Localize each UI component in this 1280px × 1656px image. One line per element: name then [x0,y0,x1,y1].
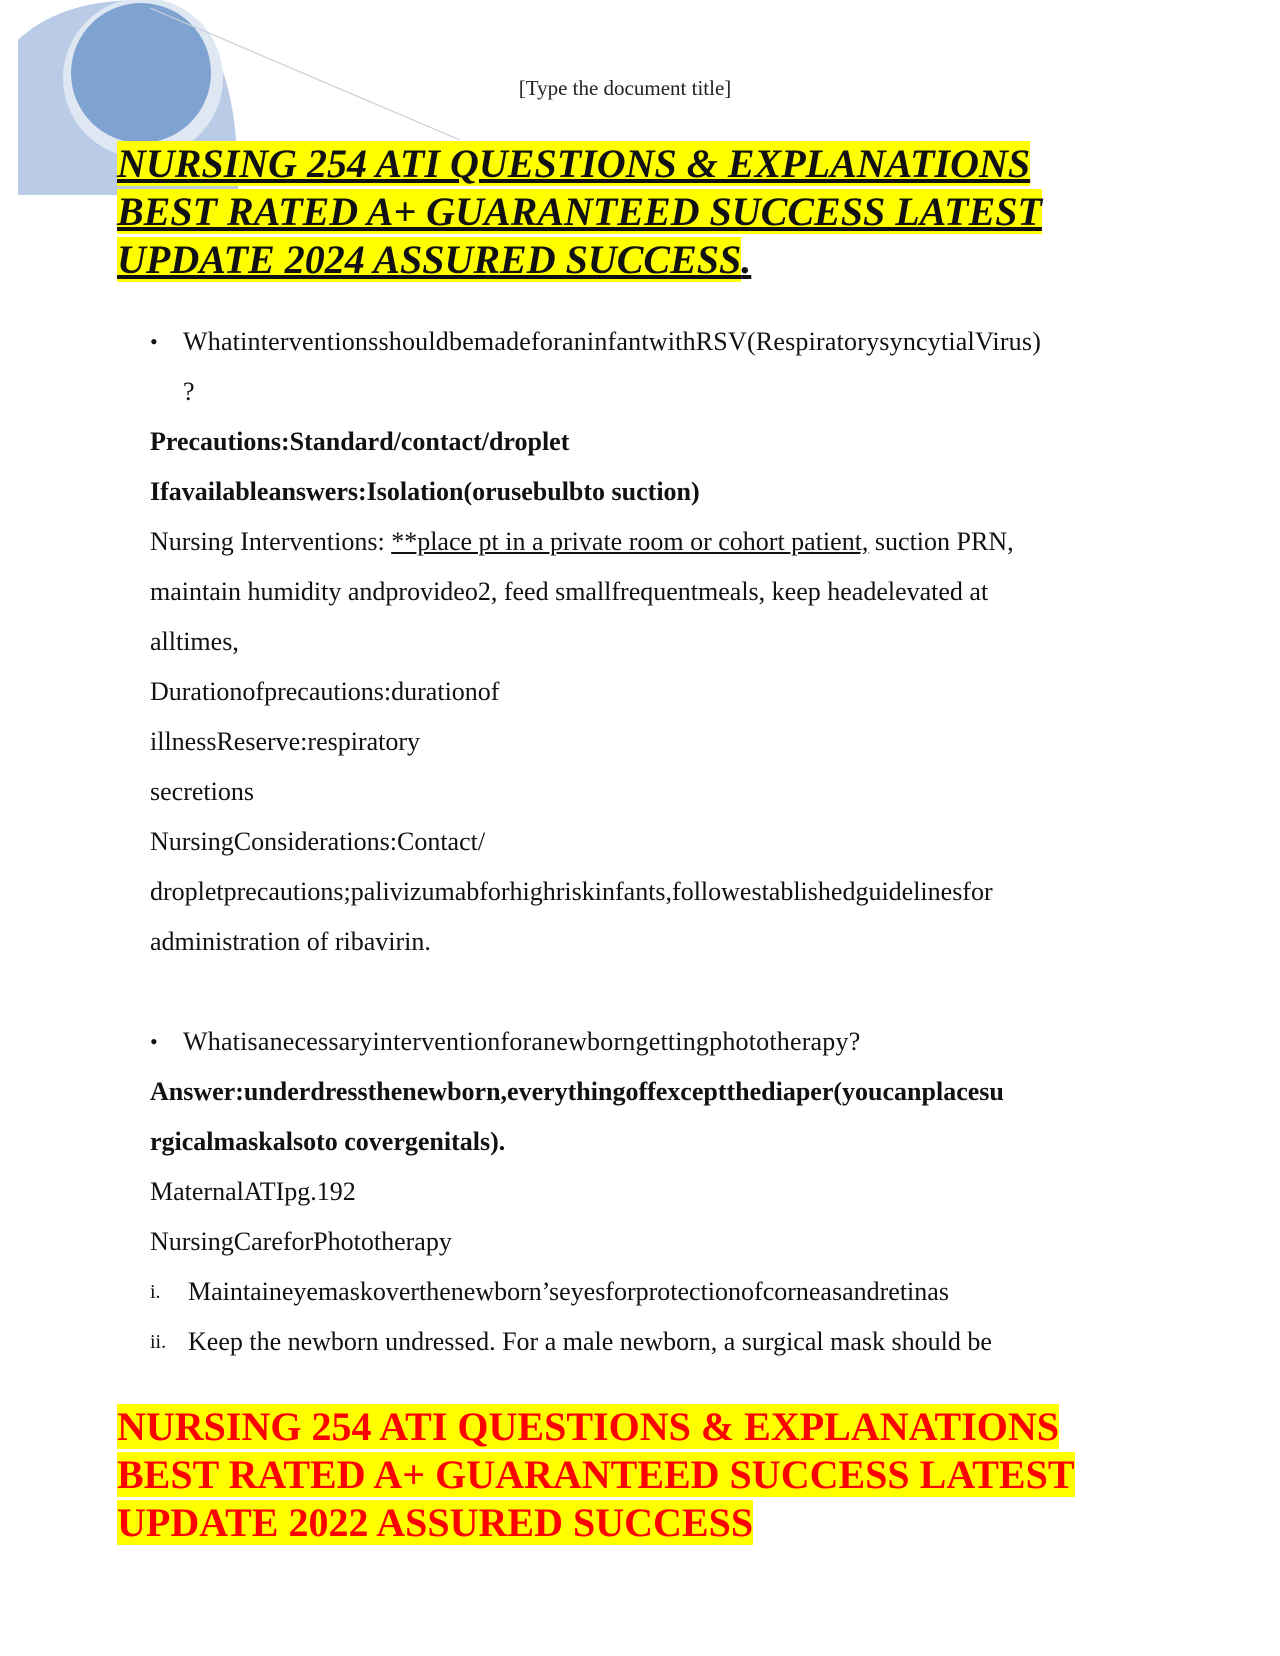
title-period: . [741,237,752,282]
document-title [117,140,1117,284]
care-item-number: ii. [150,1331,167,1353]
interventions-underlined: **place pt in a private room or cohort patient, [391,527,869,556]
footer-title-line-2: BEST RATED A+ GUARANTEED SUCCESS LATEST [117,1452,1075,1497]
considerations-line-3: administration of ribavirin. [150,927,431,956]
duration-line-3: secretions [150,777,254,806]
question-2 [150,1017,1150,1067]
interventions-line-2: maintain humidity andprovideo2, feed smallfrequentmeals, keep headelevated at [150,577,989,606]
question-1-line-1: WhatinterventionsshouldbemadeforaninfantwithRSV(RespiratorysyncytialVirus) [183,327,1042,356]
footer-title-line-1: NURSING 254 ATI QUESTIONS & EXPLANATIONS [117,1404,1060,1449]
footer-title-line-3: UPDATE 2022 ASSURED SUCCESS [117,1500,754,1545]
question-1 [150,317,1150,417]
if-available-line: Ifavailableanswers:Isolation(orusebulbto suction) [150,477,700,506]
document-body [150,317,1150,1367]
care-heading: NursingCareforPhototherapy [150,1227,452,1256]
considerations-line-2: dropletprecautions;palivizumabforhighriskinfants,followestablishedguidelinesfor [150,877,993,906]
interventions-rest: suction PRN, [868,527,1014,556]
care-item-text: Keep the newborn undressed. For a male newborn, a surgical mask should be [188,1327,992,1356]
care-item [150,1267,1150,1317]
bullet-icon: • [150,329,158,354]
reference-line: MaternalATIpg.192 [150,1177,356,1206]
footer-title [117,1403,1217,1547]
title-line-2: BEST RATED A+ GUARANTEED SUCCESS LATEST [117,189,1042,234]
question-1-line-2: ? [183,377,195,406]
bullet-icon: • [150,1029,158,1054]
duration-line-1: Durationofprecautions:durationof [150,677,500,706]
duration-line-2: illnessReserve:respiratory [150,727,421,756]
care-item-number: i. [150,1281,161,1303]
interventions-line-3: alltimes, [150,627,239,656]
care-item-text: Maintaineyemaskoverthenewborn’seyesforprotectionofcorneasandretinas [188,1277,949,1306]
header-placeholder-title: [Type the document title] [518,76,732,100]
precautions-line: Precautions:Standard/contact/droplet [150,427,570,456]
care-item [150,1317,1150,1367]
answer-line-2: rgicalmaskalsoto covergenitals). [150,1127,506,1156]
title-line-3: UPDATE 2024 ASSURED SUCCESS [117,237,742,282]
spacer [150,967,1150,1017]
considerations-line-1: NursingConsiderations:Contact/ [150,827,486,856]
title-line-1: NURSING 254 ATI QUESTIONS & EXPLANATIONS [117,141,1031,186]
nursing-interventions-line [150,517,1150,567]
question-2-text: Whatisanecessaryinterventionforanewborngettingphototherapy? [183,1027,861,1056]
answer-line-1: Answer:underdressthenewborn,everythingoffexceptthediaper(youcanplacesu [150,1077,1004,1106]
interventions-label: Nursing Interventions: [150,527,392,556]
